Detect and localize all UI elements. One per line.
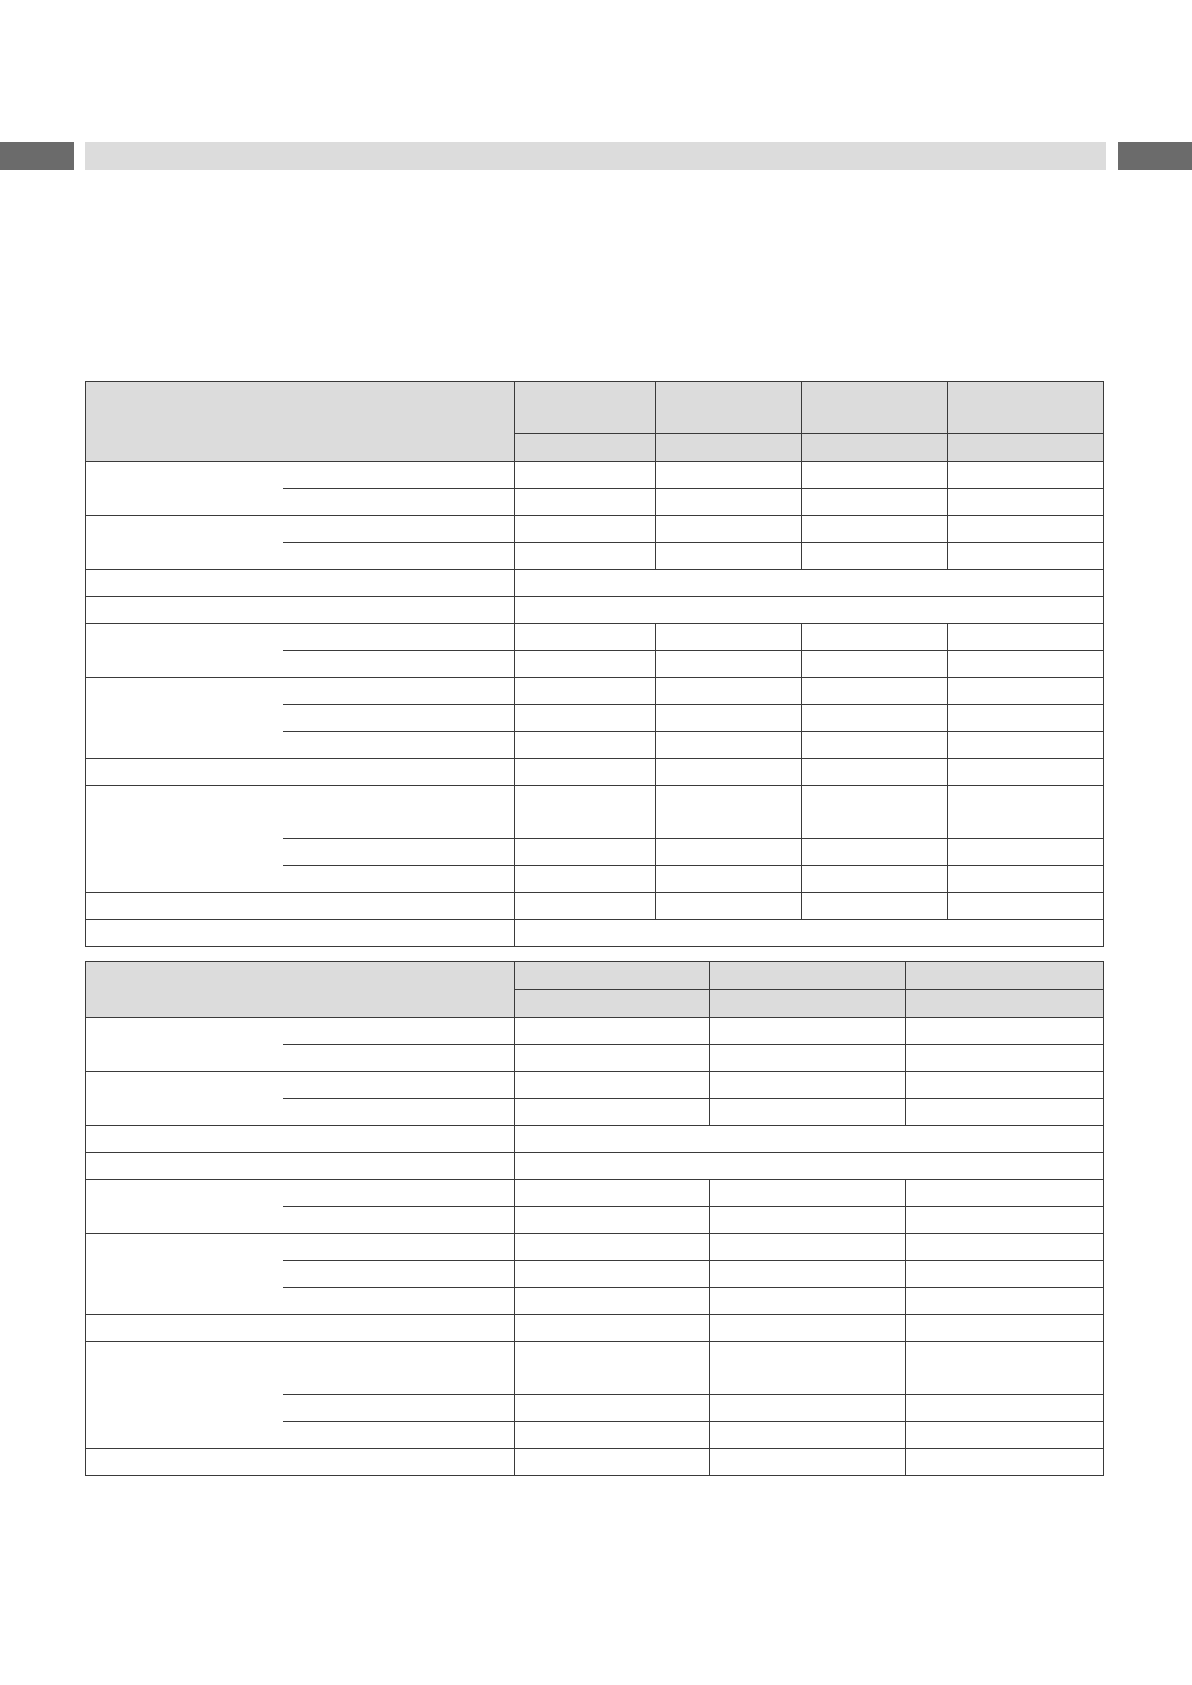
table-2-row-label [86,1315,515,1342]
table-2-row-label [86,1342,283,1449]
table-2-cell [906,1072,1104,1099]
table-1-cell [515,705,656,732]
table-1-cell [948,732,1104,759]
table-2-cell [710,1234,906,1261]
table-1-sub-label [283,624,515,651]
table-1-model-header [656,382,802,434]
table-2-cell [710,1018,906,1045]
table-1-cell [948,866,1104,893]
table-2-cell [906,1315,1104,1342]
table-1-sub-label [283,705,515,732]
table-2-sub-label [283,1045,515,1072]
table-1-cell [802,489,948,516]
table-2-sub-label [283,1072,515,1099]
section-tab-right [1118,142,1192,170]
table-2-cell [515,1449,710,1476]
table-2-cell-merged [515,1153,1104,1180]
table-2-sub-header [710,990,906,1018]
table-1-row-label [86,516,283,570]
table-2-cell [710,1180,906,1207]
header-title-bar [85,142,1106,170]
table-1-cell [515,543,656,570]
table-2-cell [515,1180,710,1207]
table-1-cell [948,516,1104,543]
table-2-cell [515,1422,710,1449]
table-1-sub-label [283,651,515,678]
table-1-cell [948,543,1104,570]
table-2-cell [515,1395,710,1422]
table-1-cell [656,759,802,786]
table-1-cell [948,489,1104,516]
table-2-sub-label [283,1180,515,1207]
table-1-cell [802,866,948,893]
table-1-cell [515,678,656,705]
table-1-cell [656,651,802,678]
table-1-cell [656,786,802,839]
table-2-model-header [515,962,710,990]
table-1-cell [656,489,802,516]
table-2-cell [906,1342,1104,1395]
table-1-row-label [86,597,515,624]
section-tab-left [0,142,74,170]
table-2-cell [515,1234,710,1261]
table-2-model-header [710,962,906,990]
table-2-sub-label [283,1261,515,1288]
table-1-row-label [86,893,515,920]
table-1-cell [802,705,948,732]
table-2-cell [710,1207,906,1234]
table-1-cell [656,705,802,732]
table-1-row-label [86,462,283,516]
table-1-row-label [86,624,283,678]
table-1-cell [656,732,802,759]
table-2-cell [710,1072,906,1099]
spec-table-2 [85,961,1104,1476]
table-1-cell [515,516,656,543]
table-1-sub-header [656,434,802,462]
table-1-sub-label [283,543,515,570]
table-2-row-label [86,1449,515,1476]
spec-table-1 [85,381,1104,947]
table-1-sub-header [948,434,1104,462]
table-1-sub-label [283,516,515,543]
table-2-row-label [86,1072,283,1126]
table-2-header-corner [86,962,515,1018]
table-2-cell [710,1261,906,1288]
table-1-sub-label [283,786,515,839]
table-1-cell [515,759,656,786]
table-1-row-label [86,678,283,759]
table-2-cell [710,1099,906,1126]
table-2-cell [906,1018,1104,1045]
table-1-cell [802,839,948,866]
table-1-sub-header [802,434,948,462]
table-1-model-header [948,382,1104,434]
table-1-cell [515,786,656,839]
table-1-sub-label [283,489,515,516]
table-1-cell [515,866,656,893]
table-2-cell [906,1180,1104,1207]
table-2-cell [515,1018,710,1045]
table-2-sub-label [283,1018,515,1045]
table-1-sub-header [515,434,656,462]
table-1-cell-merged [515,570,1104,597]
table-1-cell [948,678,1104,705]
table-2-cell [906,1422,1104,1449]
table-1-cell [802,543,948,570]
table-2-cell [710,1315,906,1342]
table-1-cell [948,624,1104,651]
table-2-sub-label [283,1234,515,1261]
table-1-cell [948,705,1104,732]
table-1-cell [802,759,948,786]
table-2-sub-label [283,1099,515,1126]
table-1-row-label [86,570,515,597]
table-1-sub-label [283,839,515,866]
table-2-cell [906,1207,1104,1234]
table-2-row-label [86,1180,283,1234]
table-1-header-corner [86,382,515,462]
table-1-sub-label [283,678,515,705]
table-1-cell [948,462,1104,489]
table-2-sub-label [283,1395,515,1422]
table-1-cell [656,543,802,570]
table-1-cell [802,624,948,651]
table-2-cell [515,1288,710,1315]
table-2-cell [906,1234,1104,1261]
table-1-sub-label [283,732,515,759]
table-1-cell [656,866,802,893]
table-1-cell-merged [515,920,1104,947]
table-1-cell [515,893,656,920]
table-2-row-label [86,1153,515,1180]
table-2-sub-label [283,1422,515,1449]
table-1-cell [515,651,656,678]
table-1-cell [656,893,802,920]
table-1-cell [656,516,802,543]
table-2-cell [710,1342,906,1395]
table-1-cell [802,462,948,489]
table-1-cell [515,732,656,759]
table-2-cell [515,1207,710,1234]
table-2-cell [906,1449,1104,1476]
table-2-cell [906,1045,1104,1072]
table-1-model-header [515,382,656,434]
table-2-sub-header [906,990,1104,1018]
table-2-cell [906,1288,1104,1315]
table-2-cell-merged [515,1126,1104,1153]
table-1-cell [948,893,1104,920]
table-1-sub-label [283,462,515,489]
table-1-cell [802,732,948,759]
table-1-cell [948,759,1104,786]
table-1-cell-merged [515,597,1104,624]
table-1-cell [948,839,1104,866]
table-2-cell [515,1099,710,1126]
table-1-cell [515,462,656,489]
table-1-cell [656,839,802,866]
table-2-cell [515,1045,710,1072]
table-2-cell [710,1288,906,1315]
table-2-model-header [906,962,1104,990]
table-2-row-label [86,1234,283,1315]
table-2-cell [906,1099,1104,1126]
table-1-cell [948,786,1104,839]
table-1-cell [656,678,802,705]
table-1-row-label [86,759,515,786]
table-1-cell [802,516,948,543]
table-2-sub-label [283,1288,515,1315]
table-1-row-label [86,786,283,893]
table-2-cell [906,1261,1104,1288]
table-2-cell [515,1342,710,1395]
table-2-sub-label [283,1207,515,1234]
table-2-cell [906,1395,1104,1422]
table-1-cell [802,651,948,678]
table-1-row-label [86,920,515,947]
table-2-cell [710,1449,906,1476]
table-2-cell [710,1395,906,1422]
table-1-cell [656,624,802,651]
table-2-sub-label [283,1342,515,1395]
table-1-model-header [802,382,948,434]
table-1-cell [515,489,656,516]
table-2-cell [710,1045,906,1072]
table-2-row-label [86,1018,283,1072]
table-2-sub-header [515,990,710,1018]
table-2-cell [515,1261,710,1288]
table-1-sub-label [283,866,515,893]
table-1-cell [802,678,948,705]
table-2-cell [710,1422,906,1449]
table-2-cell [515,1072,710,1099]
table-1-cell [802,786,948,839]
table-1-cell [515,839,656,866]
table-1-cell [802,893,948,920]
table-1-cell [656,462,802,489]
table-2-row-label [86,1126,515,1153]
table-1-cell [515,624,656,651]
table-2-cell [515,1315,710,1342]
table-1-cell [948,651,1104,678]
